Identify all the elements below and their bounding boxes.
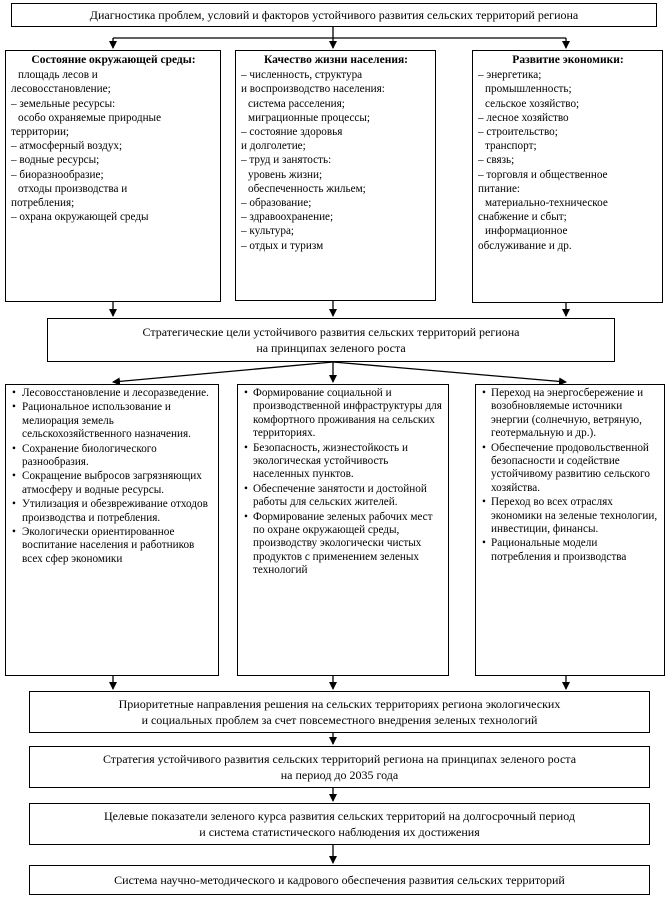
bullet-item: • Безопасность, жизнестойкость и экологическая устойчивость населенных пунктов. <box>244 442 444 482</box>
list-item: – водные ресурсы; <box>11 154 100 167</box>
quality-of-life-list <box>241 68 431 253</box>
economy-list <box>478 68 658 253</box>
list-item: миграционные процессы; <box>248 111 370 124</box>
list-item: лесовосстановление; <box>11 83 111 96</box>
strategy-line-2: на период до 2035 года <box>280 768 399 782</box>
list-item: система расселения; <box>248 97 345 110</box>
bullet-item: • Рациональные модели потребления и производства <box>482 537 660 564</box>
environment-column <box>5 50 221 302</box>
list-item: – культура; <box>241 225 295 238</box>
list-item: – строительство; <box>478 126 558 139</box>
list-item: – отдых и туризм <box>241 239 324 252</box>
list-item: потребления; <box>11 197 75 210</box>
economy-column <box>472 50 663 303</box>
list-item: – земельные ресурсы: <box>11 97 116 110</box>
target-indicators-box <box>29 803 650 845</box>
economy-title: Развитие экономики: <box>512 54 624 66</box>
list-item: территории; <box>11 126 70 139</box>
list-item: – лесное хозяйство <box>478 111 569 124</box>
support-system-box <box>29 865 650 895</box>
list-item: особо охраняемые природные <box>18 111 162 124</box>
diagnostics-header-box <box>11 3 657 27</box>
bullet-item: • Рациональное использование и мелиорация земель сельскохозяйственного назначения. <box>12 401 214 441</box>
list-item: материально-техническое <box>485 197 608 210</box>
bullet-item: • Формирование зеленых рабочих мест по охране окружающей среды, производству экологически чистых продуктов с применением зеленых технологий <box>244 511 444 578</box>
list-item: – энергетика; <box>478 69 542 82</box>
strategic-goals-line-2: на принципах зеленого роста <box>256 341 406 355</box>
list-item: обеспеченность жильем; <box>248 182 366 195</box>
bullet-item: • Сохранение биологического разнообразия. <box>12 443 214 470</box>
environment-title: Состояние окружающей среды: <box>31 54 196 66</box>
list-item: уровень жизни; <box>248 168 323 181</box>
bullet-item: • Формирование социальной и производственной инфраструктуры для комфортного проживания на сельских территориях. <box>244 387 444 441</box>
list-item: питание: <box>478 182 521 195</box>
list-item: – атмосферный воздух; <box>11 140 123 153</box>
list-item: – численность, структура <box>241 69 363 82</box>
list-item: – торговля и общественное <box>478 168 608 181</box>
bullet-item: • Обеспечение продовольственной безопасности и содействие устойчивому развитию сельского хозяйства. <box>482 442 660 496</box>
bullet-item: • Обеспечение занятости и достойной работы для сельских жителей. <box>244 483 444 510</box>
strategic-goals-box <box>47 318 615 362</box>
list-item: сельское хозяйство; <box>485 97 580 110</box>
list-item: снабжение и сбыт; <box>478 211 567 224</box>
strategy-line-1: Стратегия устойчивого развития сельских территорий региона на принципах зеленого роста <box>102 752 577 766</box>
targets-line-2: и система статистического наблюдения их достижения <box>199 825 480 839</box>
list-item: и воспроизводство населения: <box>241 83 385 96</box>
environment-measures-column <box>5 384 219 676</box>
list-item: – здравоохранение; <box>241 211 334 224</box>
priority-line-2: и социальных проблем за счет повсеместного внедрения зеленых технологий <box>141 713 538 727</box>
social-measures-list <box>244 387 444 578</box>
quality-of-life-title: Качество жизни населения: <box>263 54 408 66</box>
list-item: – труд и занятость: <box>241 154 332 167</box>
environment-measures-list <box>12 387 214 566</box>
bullet-item: • Переход на энергосбережение и возобновляемые источники энергии (солнечную, ветряную, геотермальную и др.). <box>482 387 660 441</box>
strategic-goals-line-1: Стратегические цели устойчивого развития сельских территорий региона <box>142 325 520 339</box>
bullet-item: • Экологически ориентированное воспитание населения и работников всех сфер экономики <box>12 526 214 566</box>
bullet-item: • Лесовосстановление и лесоразведение. <box>12 387 214 400</box>
list-item: отходы производства и <box>18 182 128 195</box>
social-measures-column <box>237 384 449 676</box>
list-item: обслуживание и др. <box>478 239 572 252</box>
diagnostics-header-text: Диагностика проблем, условий и факторов устойчивого развития сельских территорий региона <box>89 8 579 22</box>
bullet-item: • Утилизация и обезвреживание отходов производства и потребления. <box>12 498 214 525</box>
priority-directions-box <box>29 691 650 733</box>
economy-measures-list <box>482 387 660 564</box>
bullet-item: • Переход во всех отраслях экономики на зеленые технологии, инвестиции, финансы. <box>482 496 660 536</box>
bullet-item: • Сокращение выбросов загрязняющих атмосферу и водные ресурсы. <box>12 470 214 497</box>
list-item: – состояние здоровья <box>241 126 343 139</box>
list-item: – связь; <box>478 154 515 167</box>
list-item: транспорт; <box>485 140 537 153</box>
list-item: промышленность; <box>485 83 572 96</box>
priority-line-1: Приоритетные направления решения на сельских территориях региона экологических <box>118 697 561 711</box>
list-item: площадь лесов и <box>18 69 98 82</box>
economy-measures-column <box>475 384 665 676</box>
list-item: и долголетие; <box>241 140 306 153</box>
list-item: – биоразнообразие; <box>11 168 104 181</box>
list-item: информационное <box>485 225 568 238</box>
list-item: – охрана окружающей среды <box>11 211 149 224</box>
environment-list <box>11 68 216 224</box>
support-system-text: Система научно-методического и кадрового обеспечения развития сельских территорий <box>114 873 565 887</box>
targets-line-1: Целевые показатели зеленого курса развития сельских территорий на долгосрочный период <box>104 809 575 823</box>
strategy-box <box>29 746 650 788</box>
quality-of-life-column <box>235 50 436 301</box>
list-item: – образование; <box>241 197 312 210</box>
